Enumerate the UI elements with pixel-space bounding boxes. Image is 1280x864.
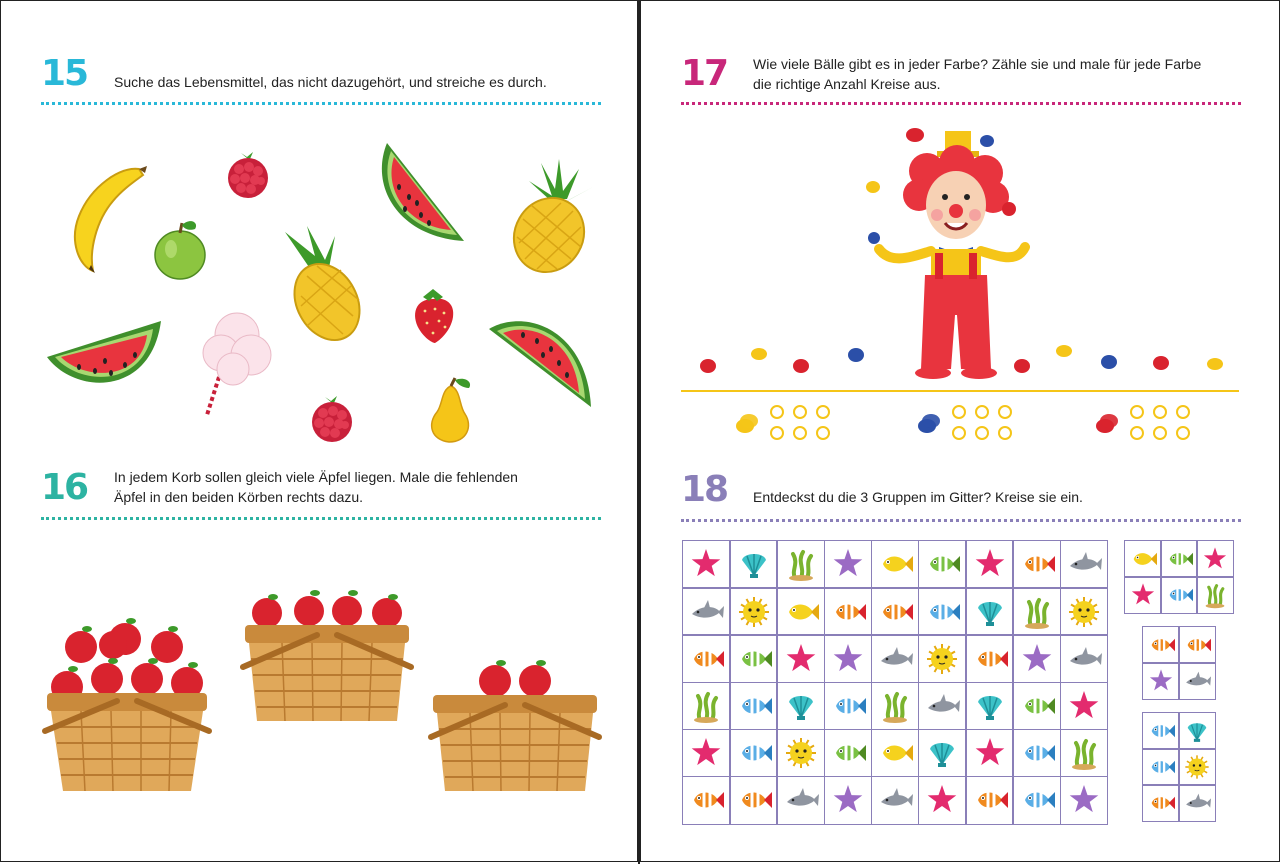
grid-cell[interactable]: [1012, 682, 1061, 731]
grid-cell[interactable]: [729, 682, 778, 731]
watermelon-image[interactable]: [45, 319, 165, 399]
grid-cell[interactable]: [682, 587, 731, 636]
shark-icon: [877, 782, 913, 818]
fish-blue-icon: [1147, 717, 1175, 745]
shell-icon: [924, 735, 960, 771]
grid-cell[interactable]: [871, 682, 920, 731]
group-1-cell: [1160, 576, 1198, 614]
grid-cell[interactable]: [776, 587, 825, 636]
grid-cell[interactable]: [1060, 682, 1109, 731]
fish-green-icon: [1165, 545, 1193, 573]
answer-group-red[interactable]: [1093, 401, 1203, 445]
grid-cell[interactable]: [682, 682, 731, 731]
grid-cell[interactable]: [918, 776, 967, 825]
raspberry-image[interactable]: [307, 395, 357, 445]
task-17-divider: [681, 102, 1241, 105]
starfish-red-icon: [972, 735, 1008, 771]
basket-2-apples: [252, 590, 402, 628]
group-2-cell: [1178, 626, 1216, 664]
pufferfish-icon: [1066, 594, 1102, 630]
task-17-instruction: [753, 54, 1253, 94]
raspberry-image[interactable]: [223, 151, 273, 201]
grid-cell[interactable]: [871, 729, 920, 778]
clownfish-icon: [877, 594, 913, 630]
shark-icon: [1066, 641, 1102, 677]
watermelon-image[interactable]: [369, 137, 469, 247]
grid-cell[interactable]: [918, 540, 967, 589]
clownfish-icon: [688, 782, 724, 818]
grid-cell[interactable]: [1060, 540, 1109, 589]
grid-cell[interactable]: [918, 634, 967, 683]
grid-cell[interactable]: [965, 682, 1014, 731]
fish-blue-icon: [924, 594, 960, 630]
task-17-number: 17: [681, 53, 728, 94]
task-15-divider: [41, 102, 601, 105]
ball-yellow: [1207, 358, 1223, 370]
group-3-cell: [1142, 712, 1180, 750]
pineapple-image[interactable]: [501, 159, 601, 274]
task-18-divider: [681, 519, 1241, 522]
fish-yellow-icon: [877, 546, 913, 582]
grid-cell[interactable]: [682, 729, 731, 778]
grid-cell[interactable]: [776, 776, 825, 825]
ball-yellow: [866, 181, 880, 193]
grid-cell[interactable]: [871, 634, 920, 683]
starfish-purple-icon: [830, 782, 866, 818]
fish-blue-icon: [830, 688, 866, 724]
pufferfish-icon: [924, 641, 960, 677]
shell-icon: [972, 688, 1008, 724]
seaweed-icon: [688, 688, 724, 724]
fish-green-icon: [736, 641, 772, 677]
group-1-cell: [1160, 540, 1198, 578]
fish-blue-icon: [736, 735, 772, 771]
strawberry-image[interactable]: [411, 285, 456, 345]
group-2-cell: [1178, 662, 1216, 700]
clownfish-icon: [688, 641, 724, 677]
grid-cell[interactable]: [729, 634, 778, 683]
grid-cell[interactable]: [965, 634, 1014, 683]
grid-cell[interactable]: [776, 729, 825, 778]
task-17-instruction-line-2: die richtige Anzahl Kreise aus.: [753, 76, 941, 92]
task-16-instruction: [114, 467, 614, 507]
task-18-number: 18: [681, 469, 728, 510]
left-page: [0, 0, 638, 862]
grid-cell[interactable]: [965, 729, 1014, 778]
ball-yellow: [751, 348, 767, 360]
balls-layer: [641, 121, 1280, 381]
group-1-cell: [1196, 540, 1234, 578]
answer-group-yellow[interactable]: [733, 401, 843, 445]
shell-icon: [972, 594, 1008, 630]
grid-cell[interactable]: [729, 729, 778, 778]
ball-blue: [848, 348, 864, 362]
starfish-red-icon: [783, 641, 819, 677]
grid-cell[interactable]: [1012, 729, 1061, 778]
starfish-red-icon: [1066, 688, 1102, 724]
grid-cell[interactable]: [682, 540, 731, 589]
grid-cell[interactable]: [871, 540, 920, 589]
clownfish-icon: [1147, 631, 1175, 659]
fish-green-icon: [830, 735, 866, 771]
group-2-cell: [1142, 662, 1180, 700]
pufferfish-icon: [783, 735, 819, 771]
ball-red: [1014, 359, 1030, 373]
answer-group-blue[interactable]: [915, 401, 1025, 445]
task-16-instruction-line-1: In jedem Korb sollen gleich viele Äpfel liegen. Male die fehlenden: [114, 469, 518, 485]
grid-cell[interactable]: [918, 682, 967, 731]
group-3-cell: [1142, 748, 1180, 786]
shark-icon: [1183, 789, 1211, 817]
grid-cell[interactable]: [1060, 587, 1109, 636]
basket-1-apples: [51, 618, 203, 703]
starfish-purple-icon: [1019, 641, 1055, 677]
group-1-cell: [1124, 540, 1162, 578]
fish-yellow-icon: [1129, 545, 1157, 573]
fish-blue-icon: [1019, 735, 1055, 771]
cotton-candy-image[interactable]: [199, 307, 279, 417]
grid-cell[interactable]: [824, 729, 873, 778]
fish-yellow-icon: [877, 735, 913, 771]
seaweed-icon: [783, 546, 819, 582]
starfish-purple-icon: [830, 641, 866, 677]
grid-cell[interactable]: [965, 587, 1014, 636]
clownfish-icon: [1147, 789, 1175, 817]
group-3-cell: [1142, 784, 1180, 822]
fish-blue-icon: [736, 688, 772, 724]
task-16-number: 16: [41, 467, 88, 508]
ball-blue: [868, 232, 880, 244]
grid-cell[interactable]: [824, 682, 873, 731]
starfish-red-icon: [1201, 545, 1229, 573]
task-15-number: 15: [41, 53, 88, 94]
task-16-divider: [41, 517, 601, 520]
seaweed-icon: [1201, 581, 1229, 609]
grid-cell[interactable]: [965, 776, 1014, 825]
grid-cell[interactable]: [1012, 587, 1061, 636]
starfish-purple-icon: [1147, 667, 1175, 695]
starfish-purple-icon: [1066, 782, 1102, 818]
clownfish-icon: [736, 782, 772, 818]
grid-cell[interactable]: [918, 729, 967, 778]
pufferfish-icon: [736, 594, 772, 630]
grid-cell[interactable]: [1060, 729, 1109, 778]
banana-image[interactable]: [61, 161, 151, 276]
clownfish-icon: [1183, 631, 1211, 659]
task-17-instruction-line-1: Wie viele Bälle gibt es in jeder Farbe? Zähle sie und male für jede Farbe: [753, 56, 1202, 72]
ball-red: [1002, 202, 1016, 216]
seaweed-icon: [1066, 735, 1102, 771]
shark-icon: [877, 641, 913, 677]
starfish-red-icon: [688, 735, 724, 771]
group-1-cell: [1124, 576, 1162, 614]
watermelon-image[interactable]: [487, 311, 597, 411]
clownfish-icon: [972, 641, 1008, 677]
grid-cell[interactable]: [824, 587, 873, 636]
grid-cell[interactable]: [776, 540, 825, 589]
group-1-cell: [1196, 576, 1234, 614]
fish-blue-icon: [1147, 753, 1175, 781]
grid-cell[interactable]: [1060, 776, 1109, 825]
ball-red: [1153, 356, 1169, 370]
shark-icon: [1183, 667, 1211, 695]
fish-green-icon: [1019, 688, 1055, 724]
shark-icon: [688, 594, 724, 630]
grid-cell[interactable]: [824, 540, 873, 589]
clownfish-icon: [1019, 546, 1055, 582]
basket-3-apples: [479, 660, 551, 697]
starfish-red-icon: [924, 782, 960, 818]
grid-cell[interactable]: [1012, 776, 1061, 825]
basket-3: [425, 651, 605, 801]
ball-blue: [980, 135, 994, 147]
task-16-instruction-line-2: Äpfel in den beiden Körben rechts dazu.: [114, 489, 364, 505]
grid-cell[interactable]: [871, 587, 920, 636]
group-3-cell: [1178, 748, 1216, 786]
shell-icon: [783, 688, 819, 724]
group-3-cell: [1178, 784, 1216, 822]
ball-yellow: [1056, 345, 1072, 357]
basket-2: [237, 585, 417, 735]
ball-red: [700, 359, 716, 373]
basket-1: [41, 615, 211, 805]
floor-line: [681, 390, 1239, 392]
grid-cell[interactable]: [729, 776, 778, 825]
group-3-cell: [1178, 712, 1216, 750]
pineapple-image[interactable]: [277, 226, 367, 341]
ball-blue: [1101, 355, 1117, 369]
shell-icon: [1183, 717, 1211, 745]
grid-cell[interactable]: [824, 634, 873, 683]
grid-cell[interactable]: [965, 540, 1014, 589]
task-18-instruction: Entdeckst du die 3 Gruppen im Gitter? Kreise sie ein.: [753, 489, 1083, 505]
pufferfish-icon: [1183, 753, 1211, 781]
shark-icon: [783, 782, 819, 818]
right-page: [640, 0, 1280, 862]
apple-image[interactable]: [151, 213, 211, 283]
grid-cell[interactable]: [918, 587, 967, 636]
clownfish-icon: [830, 594, 866, 630]
starfish-purple-icon: [830, 546, 866, 582]
ball-red: [906, 128, 924, 142]
grid-cell[interactable]: [776, 682, 825, 731]
grid-cell[interactable]: [682, 634, 731, 683]
task-15-instruction: Suche das Lebensmittel, das nicht dazugehört, und streiche es durch.: [114, 74, 547, 90]
clownfish-icon: [972, 782, 1008, 818]
starfish-red-icon: [688, 546, 724, 582]
group-2-cell: [1142, 626, 1180, 664]
grid-cell[interactable]: [1060, 634, 1109, 683]
fish-yellow-icon: [783, 594, 819, 630]
pear-image[interactable]: [421, 376, 481, 444]
grid-cell[interactable]: [776, 634, 825, 683]
seaweed-icon: [877, 688, 913, 724]
shell-icon: [736, 546, 772, 582]
shark-icon: [1066, 546, 1102, 582]
shark-icon: [924, 688, 960, 724]
starfish-red-icon: [1129, 581, 1157, 609]
grid-cell[interactable]: [871, 776, 920, 825]
grid-cell[interactable]: [729, 540, 778, 589]
grid-cell[interactable]: [729, 587, 778, 636]
ball-red: [793, 359, 809, 373]
grid-cell[interactable]: [1012, 540, 1061, 589]
fish-blue-icon: [1019, 782, 1055, 818]
fish-green-icon: [924, 546, 960, 582]
starfish-red-icon: [972, 546, 1008, 582]
seaweed-icon: [1019, 594, 1055, 630]
grid-cell[interactable]: [824, 776, 873, 825]
grid-cell[interactable]: [1012, 634, 1061, 683]
grid-cell[interactable]: [682, 776, 731, 825]
fish-blue-icon: [1165, 581, 1193, 609]
